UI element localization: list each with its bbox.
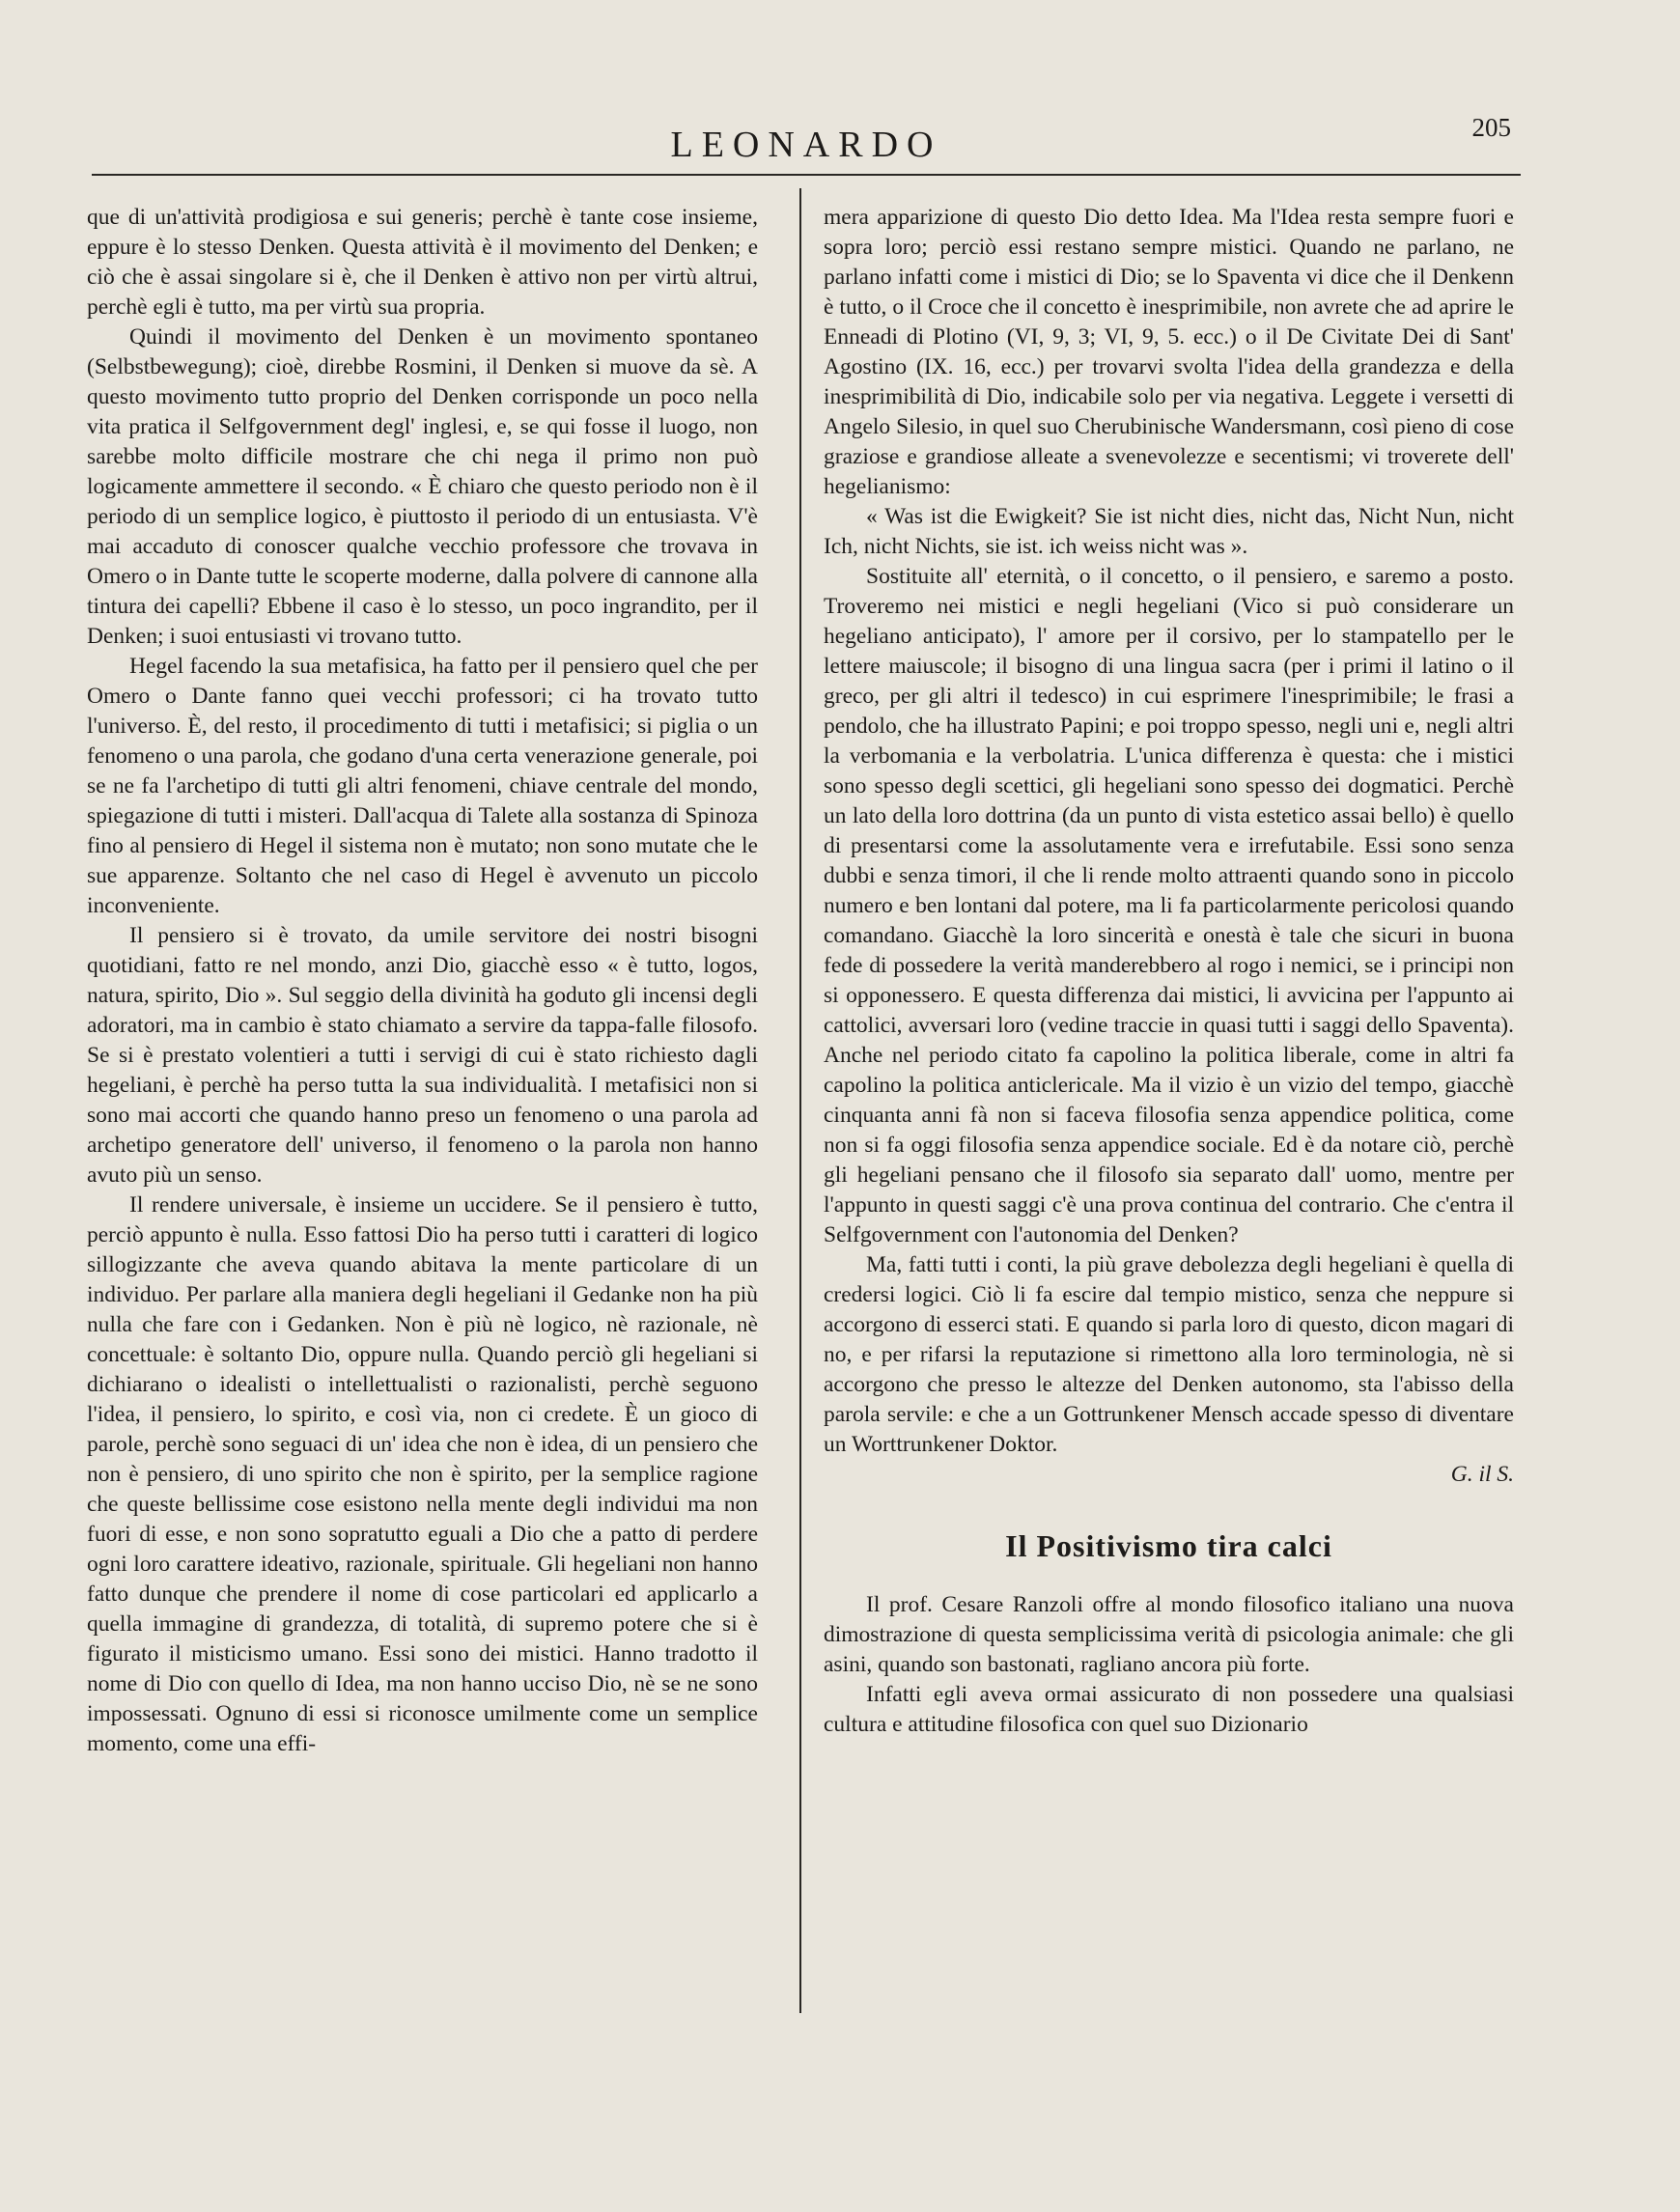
paragraph: Il prof. Cesare Ranzoli offre al mondo filosofico italiano una nuova dimostrazione di questa semplicissima verità di psicologia animale: che gli asini, quando son bastonati, ragliano ancora più forte. — [824, 1592, 1514, 1677]
paragraph: Infatti egli aveva ormai assicurato di non possedere una qualsiasi cultura e attitudine filosofica con quel suo Dizionario — [824, 1682, 1514, 1737]
paragraph: Sostituite all' eternità, o il concetto, o il pensiero, e saremo a posto. Troveremo nei mistici e negli hegeliani (Vico si può considerare un hegeliano anticipato), l' amore per il corsivo, per lo stampatello per le lettere maiuscole; il bisogno di una lingua sacra (per i primi il latino o il greco, per gli altri il tedesco) in cui esprimere l'inesprimibile; le frasi a pendolo, che ha illustrato Papini; e poi troppo spesso, negli uni e, negli altri la verbomania e la verbolatria. L'unica differenza è questa: che i mistici sono spesso degli scettici, gli hegeliani sono spesso dei dogmatici. Perchè un lato della loro dottrina (da un punto di vista estetico assai bello) è quello di presentarsi come la assolutamente vera e irrefutabile. Essi sono senza dubbi e senza timori, il che li rende molto attraenti quando sono in piccolo numero e ben lontani dal potere, ma li fa particolarmente pericolosi quando comandano. Giacchè la loro sincerità e onestà è tale che sicuri in buona fede di possedere la verità manderebbero al rogo i nemici, se i principi non si opponessero. E questa differenza dai mistici, li avvicina per l'appunto ai cattolici, avversari loro (vedine traccie in quasi tutti i saggi dello Spaventa). Anche nel periodo citato fa capolino la politica liberale, come in altri fa capolino la politica anticlericale. Ma il vizio è un vizio del tempo, giacchè cinquanta anni fà non si faceva filosofia senza appendice politica, come non si fa oggi filosofia senza appendice sociale. Ed è da notare ciò, perchè gli hegeliani pensano che il filosofo sia separato dall' uomo, mentre per l'appunto in questi saggi c'è una prova continua del contrario. Che c'entra il Selfgovernment con l'autonomia del Denken? — [824, 564, 1514, 1247]
paragraph: mera apparizione di questo Dio detto Idea. Ma l'Idea resta sempre fuori e sopra loro; perciò essi restano sempre mistici. Quando ne parlano, ne parlano infatti come i mistici di Dio; se lo Spaventa vi dice che il Denkenn è tutto, o il Croce che il concetto è inesprimibile, non avrete che ad aprire le Enneadi di Plotino (VI, 9, 3; VI, 9, 5. ecc.) o il De Civitate Dei di Sant' Agostino (IX. 16, ecc.) per trovarvi svolta l'idea della grandezza e della inesprimibilità di Dio, indicabile solo per via negativa. Leggete i versetti di Angelo Silesio, in quel suo Cherubinische Wandersmann, così pieno di cose graziose e grandiose alleate a svenevolezze e secentismi; vi troverete dell' hegelianismo: — [824, 205, 1514, 499]
running-head — [92, 113, 1521, 174]
header-rule — [92, 174, 1521, 176]
paragraph: Ma, fatti tutti i conti, la più grave debolezza degli hegeliani è quella di credersi logici. Ciò li fa escire dal tempio mistico, senza che neppure si accorgono di esserci stati. E quando si parla loro di questo, dicon magari di no, e per rifarsi la reputazione si rimettono alla loro terminologia, nè si accorgono che presso le altezze del Denken autonomo, sta l'abisso della parola servile: e che a un Gottrunkener Mensch accade spesso di diventare un Worttrunkener Doktor. — [824, 1252, 1514, 1457]
paragraph: Il pensiero si è trovato, da umile servitore dei nostri bisogni quotidiani, fatto re nel mondo, anzi Dio, giacchè esso « è tutto, logos, natura, spirito, Dio ». Sul seggio della divinità ha goduto gli incensi degli adoratori, ma in cambio è stato chiamato a servire da tappa-falle filosofo. Se si è prestato volentieri a tutti i servigi di cui è stato richiesto dagli hegeliani, è perchè ha perso tutta la sua individualità. I metafisici non si sono mai accorti che quando hanno preso un fenomeno o una parola ad archetipo generatore dell' universo, il fenomeno o la parola non hanno avuto più un senso. — [87, 923, 758, 1188]
author-signature: G. il S. — [1450, 1462, 1514, 1487]
paragraph: Hegel facendo la sua metafisica, ha fatto per il pensiero quel che per Omero o Dante fanno quei vecchi professori; ci ha trovato tutto l'universo. È, del resto, il procedimento di tutti i metafisici; si piglia o un fenomeno o una parola, che godano d'una certa venerazione generale, poi se ne fa l'archetipo di tutti gli altri fenomeni, chiave centrale del mondo, spiegazione di tutti i misteri. Dall'acqua di Talete alla sostanza di Spinoza fino al pensiero di Hegel il sistema non è mutato; non sono mutate che le sue apparenze. Soltanto che nel caso di Hegel è avvenuto un piccolo inconveniente. — [87, 654, 758, 918]
paragraph: Quindi il movimento del Denken è un movimento spontaneo (Selbstbewegung); cioè, direbbe Rosmini, il Denken si muove da sè. A questo movimento tutto proprio del Denken corrisponde un poco nella vita pratica il Selfgovernment degl' inglesi, e, se qui fosse il luogo, non sarebbe molto difficile mostrare che chi nega il primo non può logicamente ammettere il secondo. « È chiaro che questo periodo non è il periodo di un semplice logico, è piuttosto il periodo di un entusiasta. V'è mai accaduto di conoscer qualche vecchio professore che trovava in Omero o in Dante tutte le scoperte moderne, dalla polvere di cannone alla tintura dei capelli? Ebbene il caso è lo stesso, un poco ingrandito, per il Denken; i suoi entusiasti vi trovano tutto. — [87, 324, 758, 649]
verse-quote: « Was ist die Ewigkeit? Sie ist nicht dies, nicht das, Nicht Nun, nicht Ich, nicht Nichts, sie ist. ich weiss nicht was ». — [824, 504, 1514, 559]
page-number: 205 — [1471, 113, 1511, 142]
right-column — [824, 203, 1514, 1740]
column-divider — [799, 188, 801, 2013]
paragraph: que di un'attività prodigiosa e sui generis; perchè è tante cose insieme, eppure è lo stesso Denken. Questa attività è il movimento del Denken; e ciò che è assai singolare si è, che il Denken è attivo non per virtù altrui, perchè egli è tutto, ma per virtù sua propria. — [87, 205, 758, 320]
section-title: Il Positivismo tira calci — [1005, 1528, 1332, 1563]
left-column — [87, 203, 758, 1759]
journal-title: LEONARDO — [670, 125, 942, 165]
paragraph: Il rendere universale, è insieme un uccidere. Se il pensiero è tutto, perciò appunto è nulla. Esso fattosi Dio ha perso tutti i caratteri di logico sillogizzante che aveva quando abitava la mente particolare di un individuo. Per parlare alla maniera degli hegeliani il Gedanke non ha più nulla che fare con i Gedanken. Non è più nè logico, nè razionale, nè concettuale: è soltanto Dio, oppure nulla. Quando perciò gli hegeliani si dichiarano o idealisti o intellettualisti o razionalisti, perchè seguono l'idea, il pensiero, lo spirito, e così via, non ci credete. È un gioco di parole, perchè sono seguaci di un' idea che non è idea, di un pensiero che non è pensiero, di uno spirito che non è spirito, per la semplice ragione che queste bellissime cose esistono nella mente degli individui ma non fuori di esse, e non sono sopratutto eguali a Dio che a patto di perdere ogni loro carattere ideativo, razionale, spirituale. Gli hegeliani non hanno fatto dunque che prendere il nome di cose particolari ed applicarlo a quella immagine di grandezza, di totalità, di supremo potere che si è figurato il misticismo umano. Essi sono dei mistici. Hanno tradotto il nome di Dio con quello di Idea, ma non hanno ucciso Dio, nè se ne sono impossessati. Ognuno di essi si riconosce umilmente come un semplice momento, come una effi- — [87, 1192, 758, 1756]
